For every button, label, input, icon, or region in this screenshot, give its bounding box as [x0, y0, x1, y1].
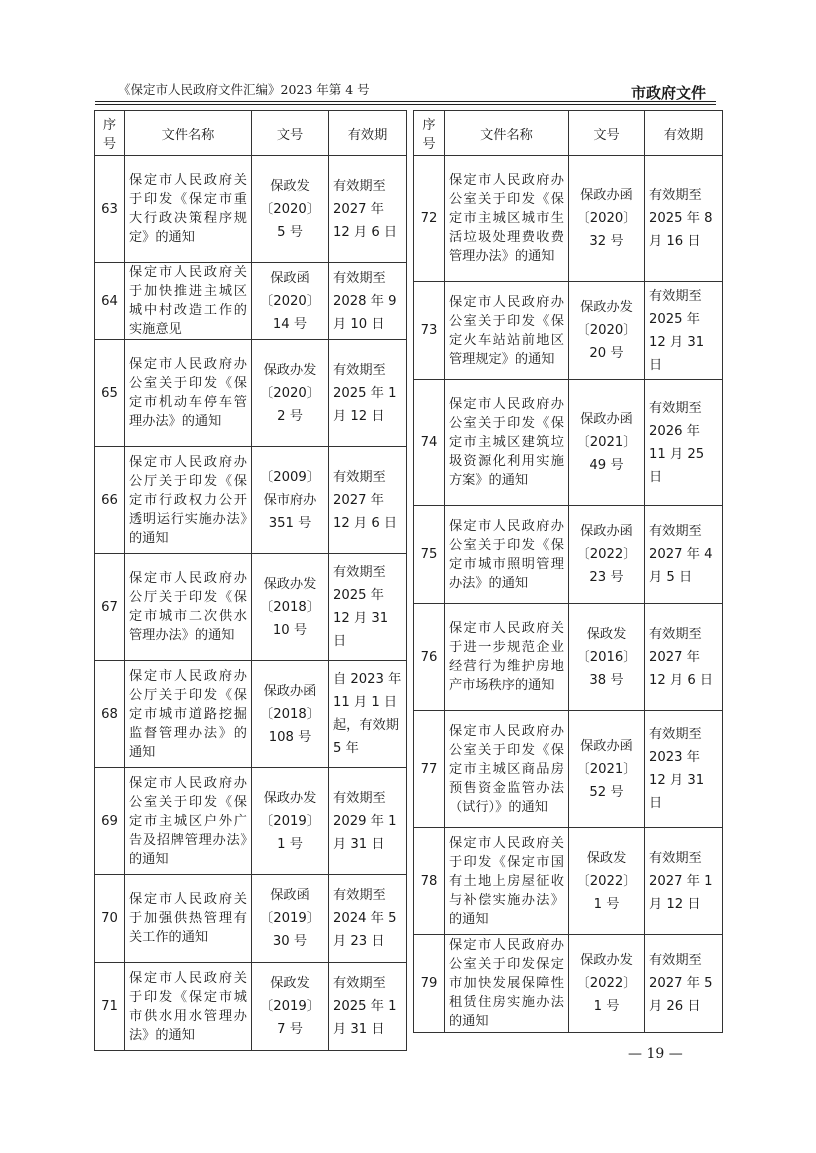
cell-serial-number: 76	[414, 604, 445, 711]
cell-document-name: 保定市人民政府关于印发《保定市城市供水用水管理办法》的通知	[125, 963, 252, 1051]
cell-serial-number: 79	[414, 935, 445, 1033]
cell-document-number: 保政办发〔2020〕2 号	[252, 340, 329, 447]
table-row	[95, 447, 407, 554]
header-title: 《保定市人民政府文件汇编》2023 年第 4 号	[118, 82, 370, 97]
cell-validity-period: 有效期至 2025 年 1 月 31 日	[329, 963, 407, 1051]
cell-serial-number: 74	[414, 380, 445, 506]
cell-serial-number: 78	[414, 828, 445, 935]
cell-document-name: 保定市人民政府关于印发《保定市国有土地上房屋征收与补偿实施办法》的通知	[445, 828, 569, 935]
table-row	[95, 661, 407, 768]
cell-document-number: 保政办发〔2018〕10 号	[252, 554, 329, 661]
table-header-row	[95, 111, 407, 156]
cell-document-number: 保政发〔2020〕5 号	[252, 156, 329, 263]
cell-validity-period: 有效期至 2025 年 12 月 31 日	[329, 554, 407, 661]
cell-document-name: 保定市人民政府办公室关于印发《保定市主城区城市生活垃圾处理费收费管理办法》的通知	[445, 156, 569, 282]
table-row	[95, 340, 407, 447]
cell-document-name: 保定市人民政府关于加快推进主城区城中村改造工作的实施意见	[125, 263, 252, 340]
cell-document-name: 保定市人民政府办公室关于印发《保定市主城区建筑垃圾资源化利用实施方案》的通知	[445, 380, 569, 506]
table-row	[414, 828, 723, 935]
cell-validity-period: 有效期至 2027 年 1 月 12 日	[645, 828, 723, 935]
table-row	[414, 711, 723, 828]
cell-validity-period: 自 2023 年 11 月 1 日起，有效期 5 年	[329, 661, 407, 768]
table-row	[414, 282, 723, 380]
cell-document-name: 保定市人民政府关于加强供热管理有关工作的通知	[125, 875, 252, 963]
cell-serial-number: 67	[95, 554, 125, 661]
cell-document-number: 保政函〔2019〕30 号	[252, 875, 329, 963]
cell-document-name: 保定市人民政府办公厅关于印发《保定市行政权力公开透明运行实施办法》的通知	[125, 447, 252, 554]
table-row	[95, 263, 407, 340]
cell-document-name: 保定市人民政府办公室关于印发《保定市主城区户外广告及招牌管理办法》的通知	[125, 768, 252, 875]
cell-serial-number: 75	[414, 506, 445, 604]
right-document-table	[413, 110, 723, 1033]
cell-serial-number: 63	[95, 156, 125, 263]
column-header-validity: 有效期	[329, 111, 407, 156]
cell-serial-number: 68	[95, 661, 125, 768]
cell-document-number: 〔2009〕保市府办 351 号	[252, 447, 329, 554]
cell-document-number: 保政办发〔2020〕20 号	[569, 282, 645, 380]
cell-document-number: 保政发〔2019〕7 号	[252, 963, 329, 1051]
cell-serial-number: 65	[95, 340, 125, 447]
page-number: — 19 —	[628, 1046, 683, 1062]
cell-serial-number: 71	[95, 963, 125, 1051]
column-header-name: 文件名称	[125, 111, 252, 156]
cell-serial-number: 73	[414, 282, 445, 380]
cell-document-number: 保政办发〔2022〕1 号	[569, 935, 645, 1033]
cell-document-name: 保定市人民政府办公室关于印发保定市加快发展保障性租赁住房实施办法的通知	[445, 935, 569, 1033]
cell-document-number: 保政函〔2020〕14 号	[252, 263, 329, 340]
table-row	[95, 768, 407, 875]
table-row	[414, 935, 723, 1033]
cell-serial-number: 69	[95, 768, 125, 875]
section-label: 市政府文件	[630, 84, 706, 102]
cell-serial-number: 64	[95, 263, 125, 340]
left-document-table	[94, 110, 407, 1051]
cell-serial-number: 72	[414, 156, 445, 282]
cell-document-number: 保政办函〔2018〕108 号	[252, 661, 329, 768]
cell-serial-number: 70	[95, 875, 125, 963]
cell-validity-period: 有效期至 2025 年 12 月 31 日	[645, 282, 723, 380]
cell-validity-period: 有效期至 2027 年 4 月 5 日	[645, 506, 723, 604]
cell-validity-period: 有效期至 2028 年 9 月 10 日	[329, 263, 407, 340]
cell-document-name: 保定市人民政府办公厅关于印发《保定市城市二次供水管理办法》的通知	[125, 554, 252, 661]
column-header-number: 文号	[252, 111, 329, 156]
cell-document-number: 保政办函〔2022〕23 号	[569, 506, 645, 604]
cell-validity-period: 有效期至 2023 年 12 月 31 日	[645, 711, 723, 828]
cell-validity-period: 有效期至 2027 年 12 月 6 日	[329, 447, 407, 554]
cell-validity-period: 有效期至 2024 年 5 月 23 日	[329, 875, 407, 963]
table-row	[95, 156, 407, 263]
table-row	[414, 156, 723, 282]
cell-validity-period: 有效期至 2025 年 1 月 12 日	[329, 340, 407, 447]
cell-document-number: 保政发〔2016〕38 号	[569, 604, 645, 711]
table-row	[95, 554, 407, 661]
cell-document-name: 保定市人民政府办公室关于印发《保定火车站站前地区管理规定》的通知	[445, 282, 569, 380]
cell-document-name: 保定市人民政府关于印发《保定市重大行政决策程序规定》的通知	[125, 156, 252, 263]
table-row	[95, 963, 407, 1051]
cell-document-name: 保定市人民政府办公室关于印发《保定市城市照明管理办法》的通知	[445, 506, 569, 604]
cell-validity-period: 有效期至 2027 年 5 月 26 日	[645, 935, 723, 1033]
column-header-no: 序号	[414, 111, 445, 156]
cell-document-number: 保政办函〔2021〕49 号	[569, 380, 645, 506]
cell-document-name: 保定市人民政府办公厅关于印发《保定市城市道路挖掘监督管理办法》的通知	[125, 661, 252, 768]
cell-document-name: 保定市人民政府办公室关于印发《保定市主城区商品房预售资金监管办法（试行）》的通知	[445, 711, 569, 828]
column-header-validity: 有效期	[645, 111, 723, 156]
cell-document-number: 保政办发〔2019〕1 号	[252, 768, 329, 875]
cell-serial-number: 77	[414, 711, 445, 828]
header-rule-thin	[95, 104, 716, 105]
cell-validity-period: 有效期至 2025 年 8 月 16 日	[645, 156, 723, 282]
table-row	[414, 506, 723, 604]
cell-document-name: 保定市人民政府办公室关于印发《保定市机动车停车管理办法》的通知	[125, 340, 252, 447]
table-header-row	[414, 111, 723, 156]
header-rule	[95, 101, 716, 102]
cell-document-number: 保政发〔2022〕1 号	[569, 828, 645, 935]
cell-document-number: 保政办函〔2020〕32 号	[569, 156, 645, 282]
cell-validity-period: 有效期至 2027 年 12 月 6 日	[329, 156, 407, 263]
column-header-name: 文件名称	[445, 111, 569, 156]
column-header-number: 文号	[569, 111, 645, 156]
cell-document-number: 保政办函〔2021〕52 号	[569, 711, 645, 828]
cell-serial-number: 66	[95, 447, 125, 554]
column-header-no: 序号	[95, 111, 125, 156]
cell-document-name: 保定市人民政府关于进一步规范企业经营行为维护房地产市场秩序的通知	[445, 604, 569, 711]
cell-validity-period: 有效期至 2027 年 12 月 6 日	[645, 604, 723, 711]
table-row	[414, 604, 723, 711]
table-row	[414, 380, 723, 506]
cell-validity-period: 有效期至 2026 年 11 月 25 日	[645, 380, 723, 506]
table-row	[95, 875, 407, 963]
cell-validity-period: 有效期至 2029 年 1 月 31 日	[329, 768, 407, 875]
